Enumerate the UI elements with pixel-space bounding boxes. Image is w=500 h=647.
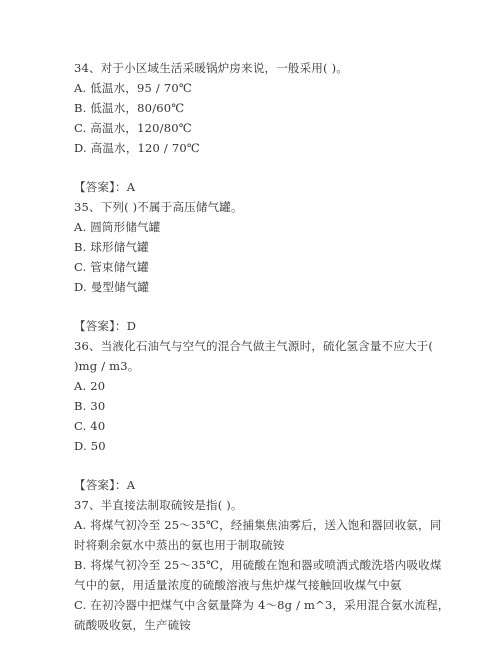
question-36-text-line-1: 36、当液化石油气与空气的混合气做主气源时，硫化氢含量不应大于( <box>74 339 434 353</box>
question-36-text-line-2: )mg / m3。 <box>74 359 140 373</box>
question-35-option-c: C. 管束储气罐 <box>74 260 149 274</box>
question-35-text: 35、下列( )不属于高压储气罐。 <box>74 200 243 214</box>
question-34-option-c: C. 高温水，120/80℃ <box>74 121 192 135</box>
question-36-option-a: A. 20 <box>74 379 106 393</box>
question-34-option-d: D. 高温水，120 / 70℃ <box>74 141 200 155</box>
question-34-text: 34、对于小区域生活采暖锅炉房来说，一般采用( )。 <box>74 61 348 75</box>
question-35-option-b: B. 球形储气罐 <box>74 240 149 254</box>
question-37-text: 37、半直接法制取硫铵是指( )。 <box>74 498 243 512</box>
question-34-option-b: B. 低温水，80/60℃ <box>74 101 185 115</box>
question-37-line-2: 时将剩余氨水中蒸出的氨也用于制取硫铵 <box>74 538 285 552</box>
question-37-line-4: 气中的氨，用适量浓度的硫酸溶液与焦炉煤气接触回收煤气中氨 <box>74 578 402 592</box>
question-37-line-1: A. 将煤气初冷至 25～35℃，经捕集焦油雾后，送入饱和器回收氨，同 <box>74 518 442 532</box>
question-37-line-5: C. 在初冷器中把煤气中含氨量降为 4～8g / m^3，采用混合氨水流程， <box>74 598 450 612</box>
question-36-answer: 【答案】：A <box>74 478 136 492</box>
question-37-line-3: B. 将煤气初冷至 25～35℃，用硫酸在饱和器或喷洒式酸洗塔内吸收煤 <box>74 558 442 572</box>
question-35-option-d: D. 曼型储气罐 <box>74 280 150 294</box>
question-36-option-c: C. 40 <box>74 419 106 433</box>
question-36-option-d: D. 50 <box>74 439 106 453</box>
question-34-answer: 【答案】：A <box>74 180 136 194</box>
question-35-answer: 【答案】：D <box>74 319 137 333</box>
question-35-option-a: A. 圆筒形储气罐 <box>74 220 161 234</box>
question-37-line-6: 硫酸吸收氨，生产硫铵 <box>74 618 191 632</box>
question-36-option-b: B. 30 <box>74 399 106 413</box>
question-34-option-a: A. 低温水，95 / 70℃ <box>74 81 192 95</box>
